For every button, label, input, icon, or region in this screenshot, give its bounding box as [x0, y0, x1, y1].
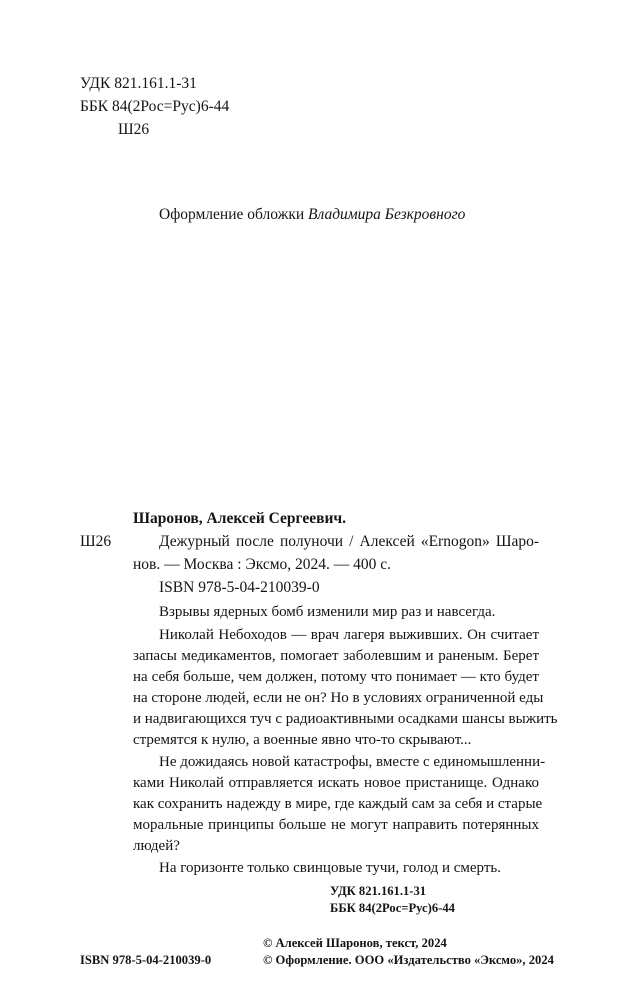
annotation-line: запасы медикаментов, помогает заболевшим и раненым. Берет: [133, 648, 539, 664]
cover-credit-prefix: Оформление обложки: [159, 206, 305, 223]
bottom-udk-code: УДК 821.161.1-31: [330, 884, 427, 898]
annotation-line: Взрывы ядерных бомб изменили мир раз и навсегда.: [159, 604, 496, 620]
annotation-line: стремятся к нулю, а военные явно что-то скрывают...: [133, 732, 472, 748]
author-sign: Ш26: [118, 121, 150, 138]
bbk-code: ББК 84(2Рос=Рус)6-44: [80, 98, 230, 115]
udk-code: УДК 821.161.1-31: [80, 75, 197, 92]
annotation-line: как сохранить надежду в мире, где каждый сам за себя и старые: [133, 796, 543, 812]
design-copyright: © Оформление. ООО «Издательство «Эксмо», 2024: [263, 953, 554, 967]
catalog-author-heading: Шаронов, Алексей Сергеевич.: [133, 510, 347, 527]
annotation-line: на стороне людей, если не он? Но в условиях ограниченной еды: [133, 690, 544, 706]
annotation-line: Николай Небоходов — врач лагеря выживших. Он считает: [159, 627, 539, 643]
annotation-line: Не дожидаясь новой катастрофы, вместе с единомышленни-: [159, 754, 546, 770]
bottom-bbk-code: ББК 84(2Рос=Рус)6-44: [330, 901, 455, 915]
bottom-isbn: ISBN 978-5-04-210039-0: [80, 953, 212, 967]
catalog-description-line: нов. — Москва : Эксмо, 2024. — 400 с.: [133, 556, 392, 573]
catalog-isbn: ISBN 978-5-04-210039-0: [159, 579, 320, 596]
annotation-line: на себя больше, чем должен, потому что понимает — кто будет: [133, 669, 539, 685]
cover-design-credit: [159, 205, 465, 225]
annotation-line: На горизонте только свинцовые тучи, голод и смерть.: [159, 860, 502, 876]
cover-designer-name: Владимира Безкровного: [308, 206, 466, 223]
text-copyright: © Алексей Шаронов, текст, 2024: [263, 936, 447, 950]
annotation-line: и надвигающихся туч с радиоактивными осадками шансы выжить: [133, 711, 558, 727]
annotation-line: моральные принципы больше не могут направить потерянных: [133, 817, 539, 833]
catalog-author-sign: Ш26: [80, 533, 112, 550]
annotation-line: людей?: [133, 838, 180, 854]
annotation-line: ками Николай отправляется искать новое пристанище. Однако: [133, 775, 539, 791]
catalog-description-line: Дежурный после полуночи / Алексей «Ernogon» Шаро-: [159, 533, 539, 550]
